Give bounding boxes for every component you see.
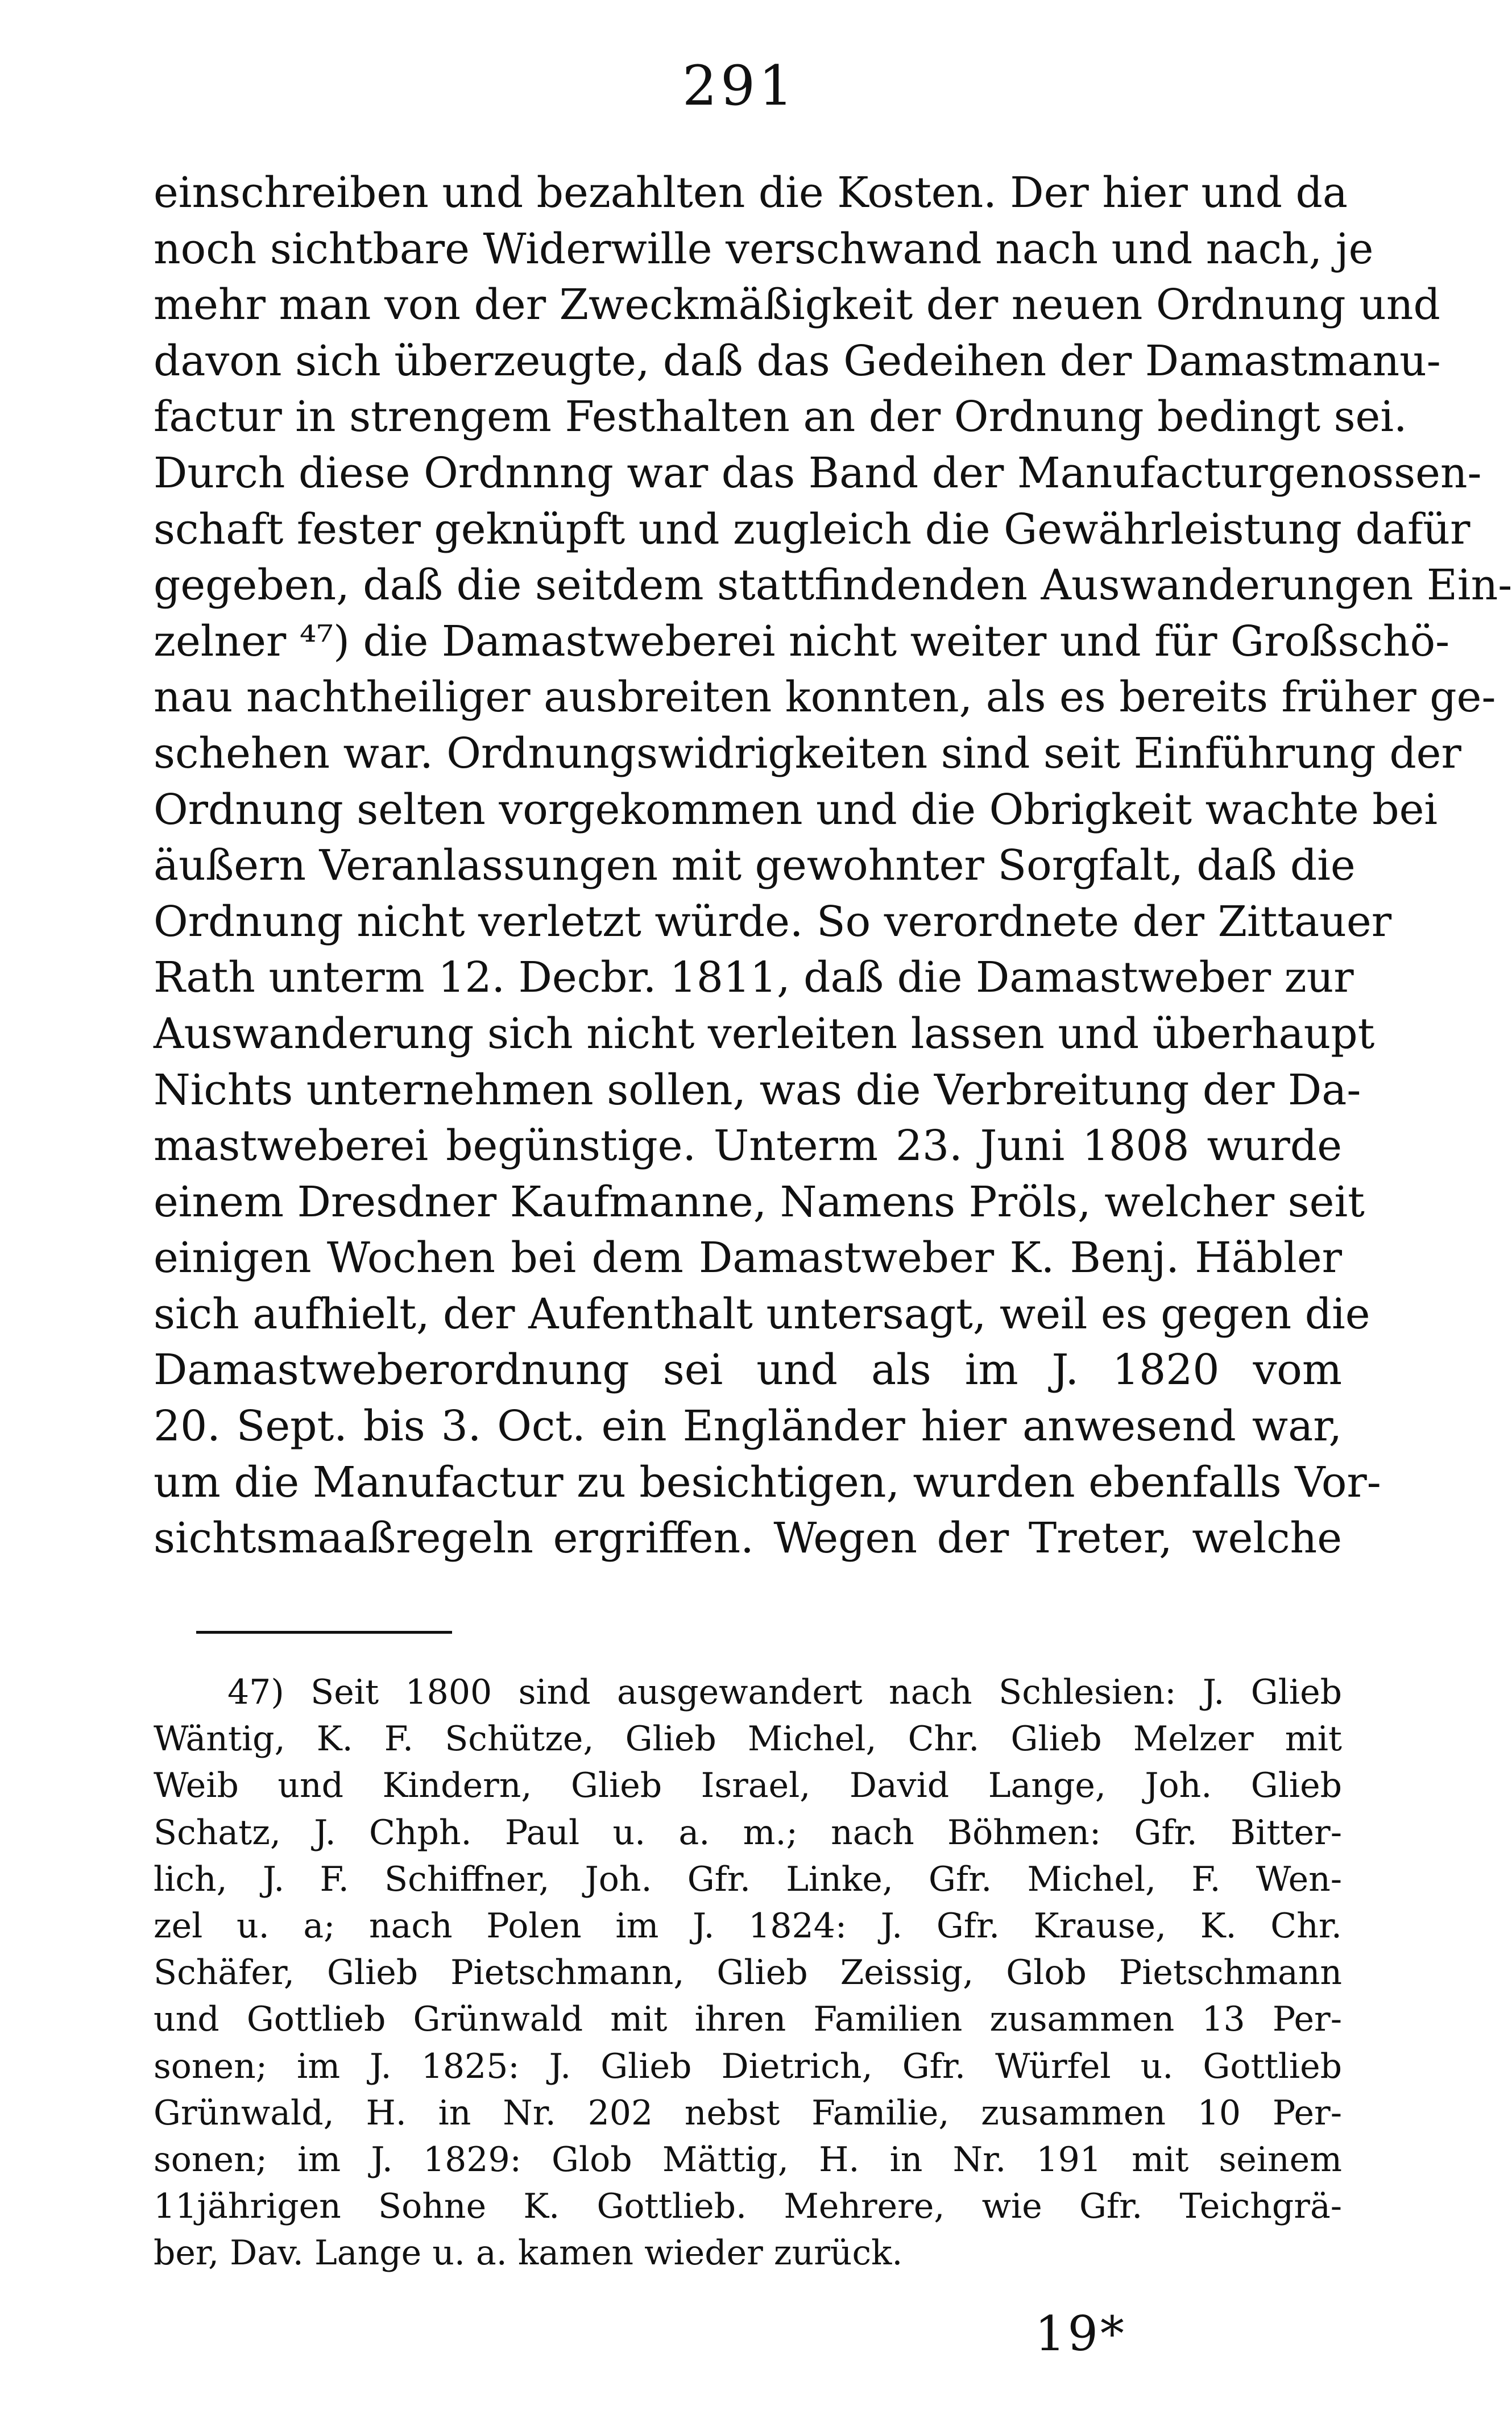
text-line: schehen war. Ordnungswidrigkeiten sind seit Einführung der [154,728,1461,778]
text-line: äußern Veranlassungen mit gewohnter Sorgfalt, daß die [154,841,1356,890]
text-line: Rath unterm 12. Decbr. 1811, daß die Damastweber zur [154,953,1354,1003]
footnote-line: Wäntig, K. F. Schütze, Glieb Michel, Chr. Glieb Melzer mit [154,1719,1342,1759]
page-number: 291 [682,54,797,118]
text-line: noch sichtbare Widerwille verschwand nach und nach, je [154,224,1374,274]
text-line: factur in strengem Festhalten an der Ordnung bedingt sei. [154,392,1407,442]
footnote-divider [196,1631,452,1634]
text-line: gegeben, daß die seitdem stattfindenden Auswanderungen Ein- [154,561,1512,610]
footnote-line: sonen; im J. 1829: Glob Mättig, H. in Nr. 191 mit seinem [154,2139,1342,2180]
text-line: Ordnung nicht verletzt würde. So verordnete der Zittauer [154,897,1392,946]
text-line: einem Dresdner Kaufmanne, Namens Pröls, welcher seit [154,1177,1365,1227]
text-line: davon sich überzeugte, daß das Gedeihen der Damastmanu- [154,336,1441,386]
footnote-line: Weib und Kindern, Glieb Israel, David Lange, Joh. Glieb [154,1766,1342,1806]
footnote-line: Schatz, J. Chph. Paul u. a. m.; nach Böhmen: Gfr. Bitter- [154,1812,1342,1853]
footnote-line: ber, Dav. Lange u. a. kamen wieder zurück. [154,2233,903,2273]
text-line: sich aufhielt, der Aufenthalt untersagt, weil es gegen die [154,1289,1370,1339]
footnote-block [154,1669,1342,2276]
text-line: zelner ⁴⁷) die Damastweberei nicht weiter und für Großschö- [154,616,1450,666]
signature-mark: 19* [1035,2306,1126,2362]
text-line: einschreiben und bezahlten die Kosten. Der hier und da [154,168,1348,217]
footnote-line: lich, J. F. Schiffner, Joh. Gfr. Linke, Gfr. Michel, F. Wen- [154,1859,1342,1899]
text-line: sichtsmaaßregeln ergriffen. Wegen der Treter, welche [154,1514,1342,1563]
text-line: nau nachtheiliger ausbreiten konnten, als es bereits früher ge- [154,673,1496,722]
footnote-line: 11jährigen Sohne K. Gottlieb. Mehrere, wie Gfr. Teichgrä- [154,2186,1342,2227]
text-line: mastweberei begünstige. Unterm 23. Juni 1808 wurde [154,1121,1342,1171]
text-line: Durch diese Ordnnng war das Band der Manufacturgenossen- [154,448,1482,498]
text-line: Damastweberordnung sei und als im J. 1820 vom [154,1345,1342,1395]
footnote-line: und Gottlieb Grünwald mit ihren Familien zusammen 13 Per- [154,1999,1342,2040]
main-text [154,165,1512,1567]
text-line: Auswanderung sich nicht verleiten lassen und überhaupt [154,1009,1375,1058]
footnote-line: Grünwald, H. in Nr. 202 nebst Familie, zusammen 10 Per- [154,2093,1342,2133]
text-line: Nichts unternehmen sollen, was die Verbreitung der Da- [154,1065,1361,1115]
text-line: um die Manufactur zu besichtigen, wurden ebenfalls Vor- [154,1457,1381,1507]
text-line: mehr man von der Zweckmäßigkeit der neuen Ordnung und [154,280,1440,330]
footnote-line: sonen; im J. 1825: J. Glieb Dietrich, Gfr. Würfel u. Gottlieb [154,2046,1342,2086]
text-line: einigen Wochen bei dem Damastweber K. Benj. Häbler [154,1233,1342,1283]
footnote-line: Schäfer, Glieb Pietschmann, Glieb Zeissig, Glob Pietschmann [154,1953,1342,1993]
footnote-line: 47) Seit 1800 sind ausgewandert nach Schlesien: J. Glieb [227,1672,1342,1712]
text-line: 20. Sept. bis 3. Oct. ein Engländer hier anwesend war, [154,1402,1342,1451]
footnote-line: zel u. a; nach Polen im J. 1824: J. Gfr. Krause, K. Chr. [154,1906,1342,1946]
text-line: schaft fester geknüpft und zugleich die Gewährleistung dafür [154,504,1470,554]
text-line: Ordnung selten vorgekommen und die Obrigkeit wachte bei [154,785,1438,834]
